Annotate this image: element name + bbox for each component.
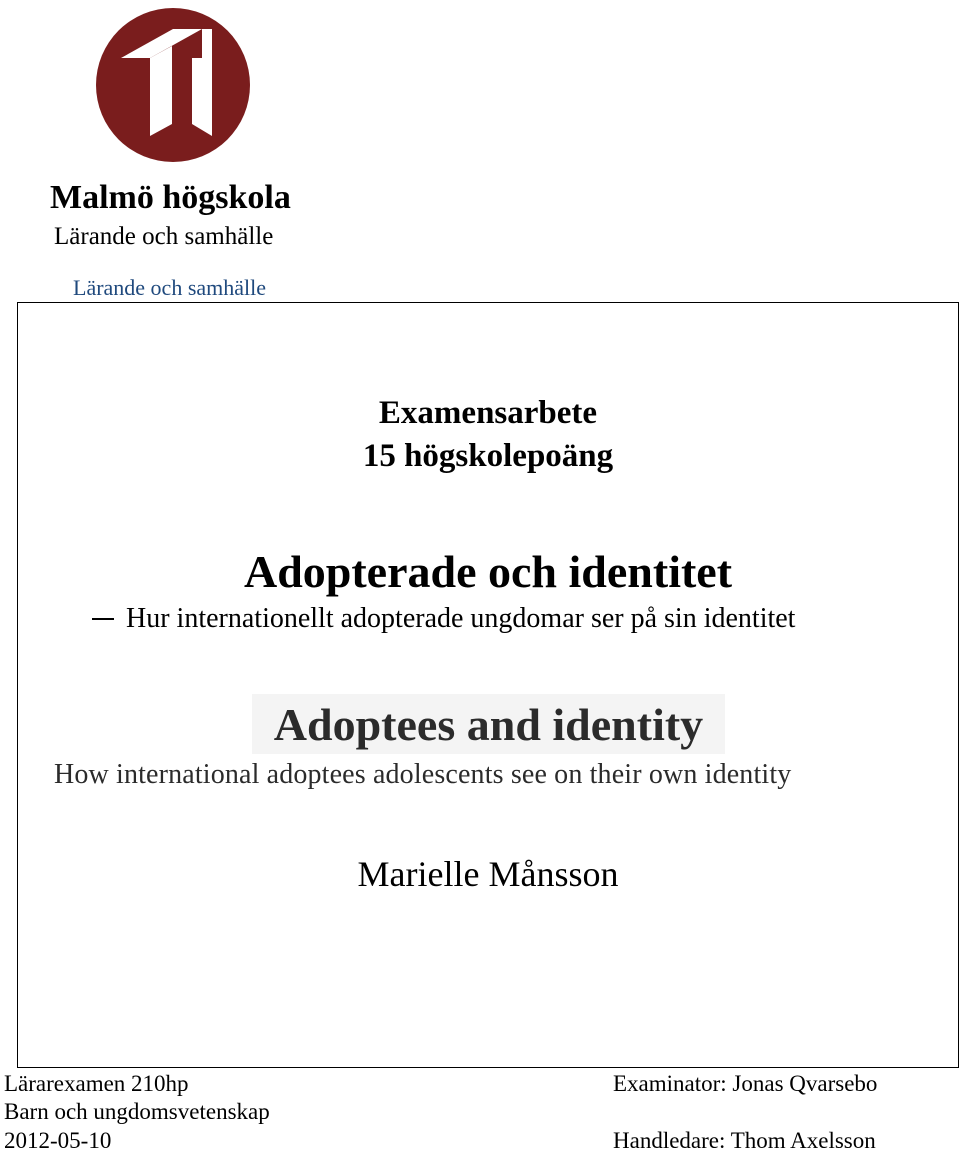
dash-bullet — [92, 618, 114, 620]
subtitle-english: How international adoptees adolescents see on their own identity — [54, 759, 792, 790]
program-label: Barn och ungdomsvetenskap — [4, 1099, 270, 1124]
subtitle-swedish-text: Hur internationellt adopterade ungdomar ser på sin identitet — [126, 603, 796, 634]
faculty-label: Lärande och samhälle — [73, 275, 267, 300]
subtitle-swedish — [92, 602, 795, 636]
malmo-hogskola-logo — [94, 6, 252, 164]
title-swedish: Adopterade och identitet — [243, 546, 733, 597]
examiner-label: Examinator: Jonas Qvarsebo — [613, 1071, 878, 1096]
degree-label: Lärarexamen 210hp — [4, 1071, 189, 1096]
date-label: 2012-05-10 — [4, 1128, 112, 1153]
institution-subtitle: Lärande och samhälle — [54, 223, 274, 250]
logo-left-column — [150, 46, 172, 136]
institution-name: Malmö högskola — [50, 179, 291, 216]
supervisor-label: Handledare: Thom Axelsson — [613, 1128, 876, 1153]
title-english-highlight — [252, 694, 725, 754]
logo-right-column — [192, 58, 212, 136]
thesis-type: Examensarbete — [378, 395, 598, 431]
title-english: Adoptees and identity — [273, 699, 704, 750]
author-name: Marielle Månsson — [357, 854, 619, 894]
thesis-credits: 15 högskolepoäng — [362, 438, 614, 474]
